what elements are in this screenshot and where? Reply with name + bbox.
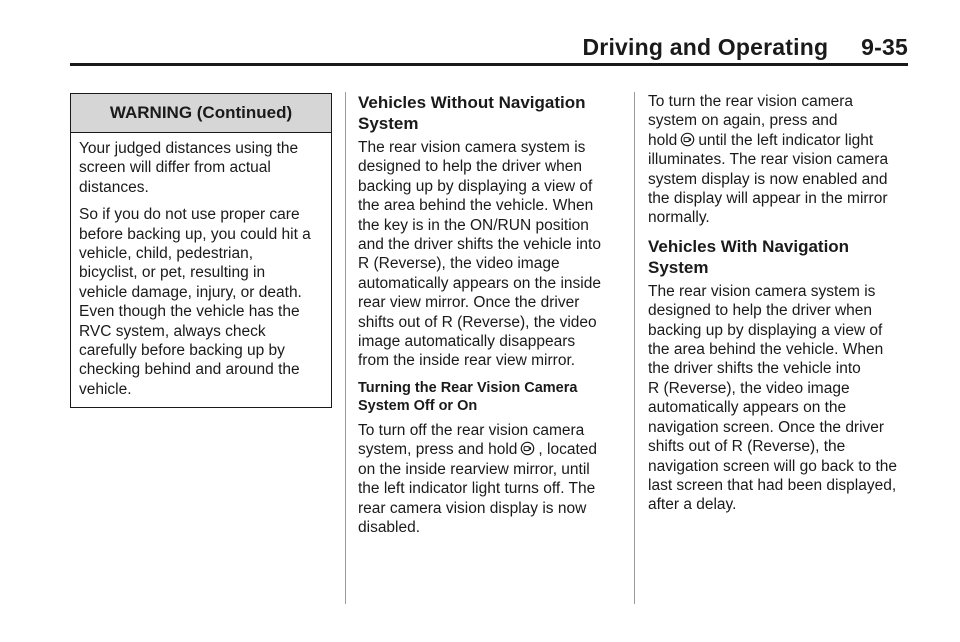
heading-line: Vehicles With Navigation bbox=[648, 236, 850, 256]
text-line: rear camera vision display is now bbox=[358, 499, 587, 517]
heading-line: Turning the Rear Vision Camera bbox=[358, 379, 578, 396]
text-line: illuminates. The rear vision camera bbox=[648, 151, 889, 169]
section-intro-paragraph bbox=[358, 138, 620, 371]
text-line: R (Reverse), the video image bbox=[358, 255, 560, 273]
warning-paragraph bbox=[79, 205, 323, 399]
section-heading-with-navigation bbox=[648, 236, 918, 278]
text-line: The rear vision camera system is bbox=[358, 139, 586, 156]
text-line: So if you do not use proper care bbox=[79, 206, 300, 224]
warning-paragraph bbox=[79, 139, 323, 197]
text-line: backing up by displaying a view of bbox=[358, 177, 593, 195]
text-line: vehicle damage, injury, or death. bbox=[79, 283, 302, 301]
camera-button-icon bbox=[680, 132, 695, 147]
text-line: The rear vision camera system is bbox=[648, 282, 876, 300]
column-divider-left bbox=[345, 92, 346, 604]
heading-line: System bbox=[358, 114, 419, 133]
text-line: R (Reverse), the video image bbox=[648, 379, 850, 397]
text-line: checking behind and around the bbox=[79, 361, 300, 379]
text-line: navigation screen will go back to the bbox=[648, 457, 898, 475]
text-line: from the inside rear view mirror. bbox=[358, 352, 576, 370]
right-column bbox=[648, 92, 918, 515]
text-line: system, press and hold bbox=[358, 441, 518, 459]
text-line: RVC system, always check bbox=[79, 322, 266, 340]
navigation-paragraph bbox=[648, 282, 918, 515]
warning-title: WARNING (Continued) bbox=[71, 94, 331, 133]
text-line: normally. bbox=[648, 209, 710, 227]
text-line: navigation screen. Once the driver bbox=[648, 418, 885, 436]
turn-on-paragraph bbox=[648, 92, 918, 228]
heading-line: Vehicles Without Navigation bbox=[358, 93, 586, 112]
text-line: the area behind the vehicle. When bbox=[358, 197, 594, 215]
text-line: and the driver shifts the vehicle into bbox=[358, 236, 601, 254]
column-divider-right bbox=[634, 92, 635, 604]
text-line: disabled. bbox=[358, 518, 421, 536]
text-line: carefully before backing up by bbox=[79, 342, 285, 360]
text-line: vehicle. bbox=[79, 380, 132, 398]
heading-line: System Off or On bbox=[358, 397, 478, 414]
text-line: the display will appear in the mirror bbox=[648, 190, 888, 208]
text-line: bicyclist, or pet, resulting in bbox=[79, 264, 266, 282]
text-line: screen will differ from actual bbox=[79, 159, 271, 177]
text-line: until the left indicator light bbox=[698, 131, 874, 149]
subheading-turning-camera bbox=[358, 379, 620, 415]
middle-column bbox=[358, 92, 620, 537]
text-line: image automatically disappears bbox=[358, 333, 576, 351]
text-line: after a delay. bbox=[648, 496, 737, 514]
page-title: Driving and Operating 9-35 bbox=[582, 34, 908, 60]
warning-box bbox=[70, 93, 332, 408]
text-line: the area behind the vehicle. When bbox=[648, 341, 884, 359]
text-line: To turn the rear vision camera bbox=[648, 93, 854, 110]
text-line: designed to help the driver when bbox=[358, 158, 583, 176]
text-line: before backing up, you could hit a bbox=[79, 225, 311, 243]
text-line: the key is in the ON/RUN position bbox=[358, 216, 589, 234]
text-line: system display is now enabled and bbox=[648, 170, 888, 188]
text-line: automatically appears on the inside bbox=[358, 274, 601, 292]
turn-off-paragraph bbox=[358, 421, 620, 537]
text-line: rear view mirror. Once the driver bbox=[358, 294, 580, 312]
text-line: , located bbox=[538, 441, 597, 459]
page-header bbox=[0, 0, 960, 66]
text-line: Your judged distances using the bbox=[79, 140, 299, 157]
camera-button-icon bbox=[520, 441, 535, 456]
text-line: hold bbox=[648, 131, 678, 149]
text-line: Even though the vehicle has the bbox=[79, 303, 300, 321]
heading-line: System bbox=[648, 257, 709, 277]
warning-body bbox=[71, 133, 331, 407]
text-line: shifts out of R (Reverse), the video bbox=[358, 313, 597, 331]
text-line: shifts out of R (Reverse), the bbox=[648, 438, 846, 456]
text-line: distances. bbox=[79, 178, 149, 196]
text-line: system on again, press and bbox=[648, 112, 838, 130]
text-line: the driver shifts the vehicle into bbox=[648, 360, 861, 378]
section-heading-without-navigation bbox=[358, 92, 620, 134]
text-line: on the inside rearview mirror, until bbox=[358, 460, 590, 478]
header-rule bbox=[70, 63, 908, 66]
text-line: automatically appears on the bbox=[648, 399, 847, 417]
text-line: vehicle, child, pedestrian, bbox=[79, 245, 254, 263]
text-line: To turn off the rear vision camera bbox=[358, 421, 585, 439]
text-line: the left indicator light turns off. The bbox=[358, 480, 596, 498]
text-line: designed to help the driver when bbox=[648, 302, 873, 320]
text-line: last screen that had been displayed, bbox=[648, 476, 897, 494]
text-line: backing up by displaying a view of bbox=[648, 321, 883, 339]
